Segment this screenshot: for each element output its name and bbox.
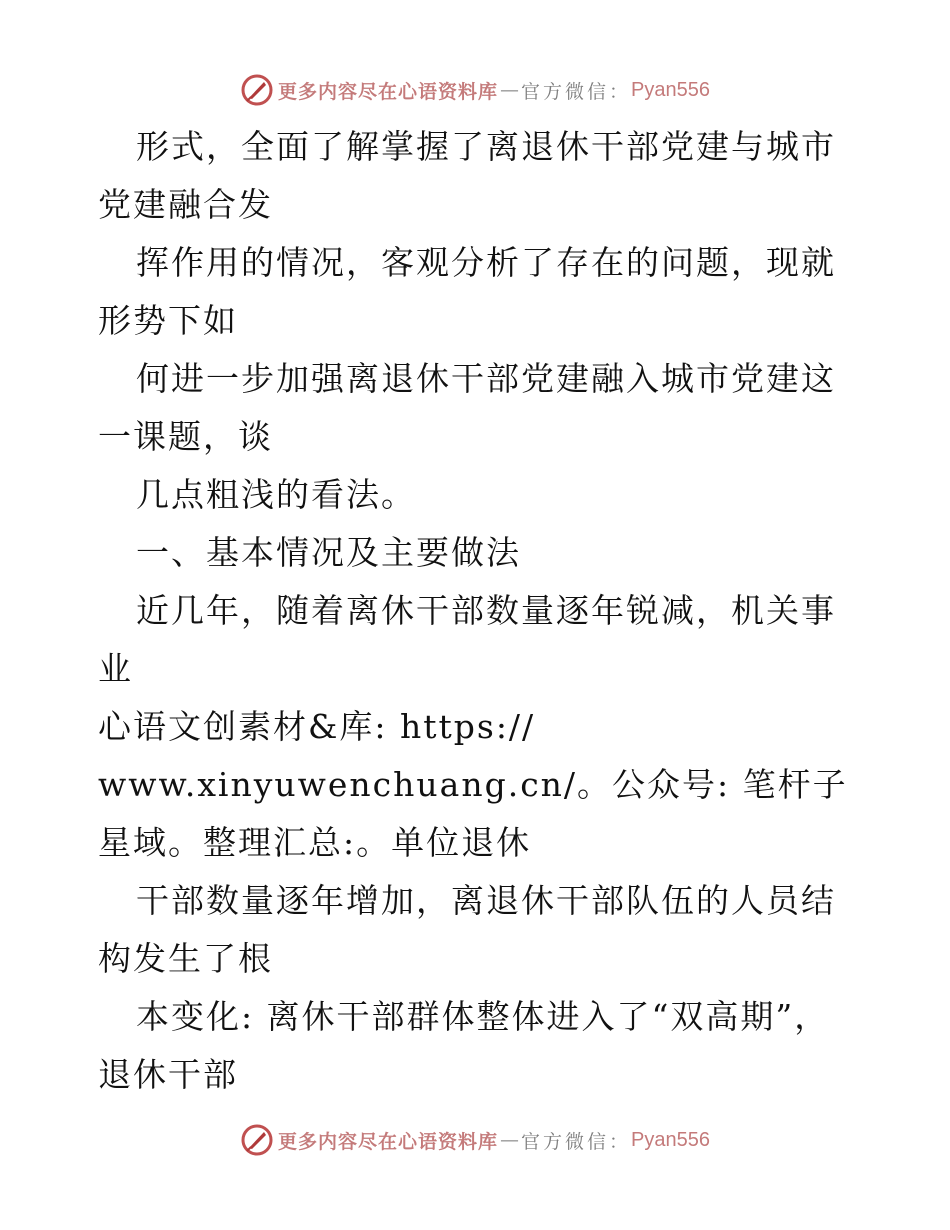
paragraph-3: 何进一步加强离退休干部党建融入城市党建这一课题，谈 [98,359,836,456]
paragraph-6: 干部数量逐年增加，离退休干部队伍的人员结构发生了根 [98,881,836,978]
watermark-dash: — [500,79,520,101]
quill-logo-icon [240,73,274,107]
document-body [98,118,858,1104]
paragraph-4: 几点粗浅的看法。 [135,475,416,514]
watermark-wechat-id: Pyan556 [631,78,710,101]
header-watermark [0,70,950,110]
watermark-sub-text: 官方微信： [521,1130,632,1153]
source-note-line-2: www.xinyuwenchuang.cn/。公众号: 笔杆子星域。整理汇总:。单位退休 [98,765,848,862]
watermark-dash: — [500,1129,520,1151]
watermark-sub-text: 官方微信： [521,80,632,103]
quill-logo-icon [240,1123,274,1157]
watermark-main-text: 更多内容尽在心语资料库 [278,80,499,103]
watermark-main-text: 更多内容尽在心语资料库 [278,1130,499,1153]
watermark-wechat-id: Pyan556 [631,1128,710,1151]
paragraph-2: 挥作用的情况，客观分析了存在的问题，现就形势下如 [98,243,836,340]
paragraph-1: 形式，全面了解掌握了离退休干部党建与城市党建融合发 [98,127,836,224]
source-note-line-1: 心语文创素材&库: https:// [98,707,536,746]
paragraph-7: 本变化: 离休干部群体整体进入了“双高期”，退休干部 [98,997,830,1094]
footer-watermark [0,1120,950,1160]
section-heading: 一、基本情况及主要做法 [135,533,521,572]
paragraph-5: 近几年，随着离休干部数量逐年锐减，机关事业 [98,591,836,688]
